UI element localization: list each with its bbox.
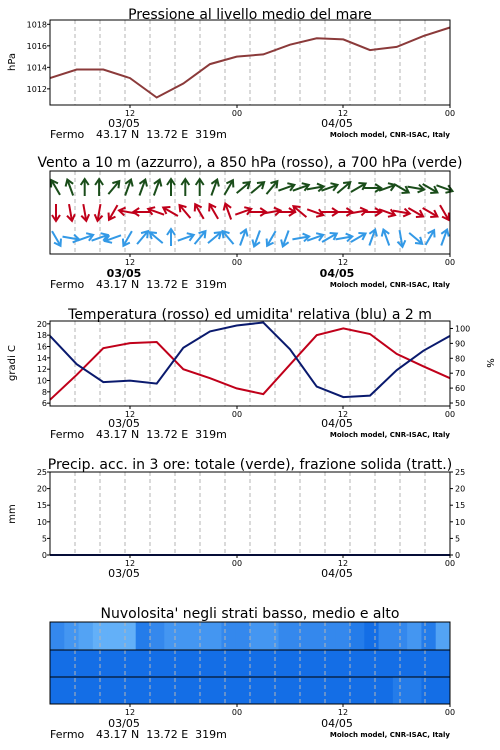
wind-10m-arrow [320, 230, 339, 245]
pressure-footer-station: Fermo [50, 128, 85, 141]
y-tick-label: 25 [455, 468, 466, 477]
wind-700-arrow [105, 179, 122, 197]
y-tick-label: 20 [36, 319, 47, 329]
x-tick-label: 12 [124, 559, 136, 568]
cloud-cell-alto [321, 622, 336, 650]
wind-10m-arrow [176, 231, 195, 244]
wind-10m-arrow [220, 229, 237, 247]
cloud-cell-basso [364, 677, 379, 704]
wind-10m-arrow [396, 229, 407, 247]
y-tick-label: 90 [455, 339, 466, 349]
wind-10m-arrow [279, 229, 292, 248]
wind-10m-arrow [236, 228, 249, 247]
wind-footer-coords: 43.17 N 13.72 E 319m [96, 278, 227, 291]
cloud-cell-alto [307, 622, 322, 650]
cloud-cell-medio [321, 650, 336, 677]
cloud-cell-basso [236, 677, 251, 704]
temperature-title: Temperatura (rosso) ed umidita' relativa (blu) a 2 m [68, 307, 432, 323]
cloud-cell-alto [221, 622, 236, 650]
wind-panel [37, 155, 462, 291]
x-tick-label: 12 [124, 109, 136, 118]
x-tick-label: 00 [231, 109, 243, 118]
wind-10m-arrow [167, 229, 175, 246]
cloud-cell-medio [136, 650, 151, 677]
cloud-cell-alto [350, 622, 365, 650]
wind-700-arrow [208, 178, 221, 197]
cloud-cell-medio [64, 650, 79, 677]
cloud-footer-coords: 43.17 N 13.72 E 319m [96, 728, 227, 741]
cloud-cell-alto [236, 622, 251, 650]
pressure-footer-coords: 43.17 N 13.72 E 319m [96, 128, 227, 141]
y-tick-label: 18 [36, 331, 47, 341]
x-tick-label: 00 [231, 708, 243, 717]
cloud-cell-medio [221, 650, 236, 677]
cloud-cell-alto [336, 622, 351, 650]
wind-850-arrow [278, 208, 295, 216]
cloud-cell-medio [436, 650, 451, 677]
wind-10m-arrow [438, 228, 451, 247]
x-date-label: 03/05 [106, 267, 142, 280]
cloud-cell-basso [321, 677, 336, 704]
wind-850-arrow [206, 202, 221, 221]
y-tick-label: 10 [455, 517, 466, 527]
cloud-cell-medio [79, 650, 94, 677]
y-tick-label: 50 [455, 399, 466, 409]
cloud-cell-basso [121, 677, 136, 704]
x-date-label: 04/05 [321, 117, 353, 130]
cloud-cell-alto [64, 622, 79, 650]
x-tick-label: 12 [337, 559, 349, 568]
cloud-cell-basso [207, 677, 222, 704]
wind-850-arrow [364, 208, 381, 216]
y-tick-label: 25 [36, 468, 47, 477]
cloud-cell-medio [150, 650, 165, 677]
x-tick-label: 12 [337, 708, 349, 717]
y-tick-label: 70 [455, 369, 466, 379]
wind-700-arrow [196, 179, 204, 196]
wind-850-arrow [94, 203, 105, 221]
x-tick-label: 12 [337, 258, 349, 267]
cloud-cell-medio [379, 650, 394, 677]
cloud-cell-medio [279, 650, 294, 677]
precip-ylabel: mm [7, 504, 18, 524]
cloud-cell-medio [107, 650, 122, 677]
cloud-cell-alto [436, 622, 451, 650]
cloud-cell-medio [207, 650, 222, 677]
x-tick-label: 12 [337, 410, 349, 419]
cloud-cell-alto [279, 622, 294, 650]
wind-850-arrow [79, 203, 90, 221]
cloud-panel [50, 606, 455, 741]
pressure-footer-credit: Moloch model, CNR-ISAC, Italy [329, 131, 450, 139]
cloud-cell-alto [421, 622, 436, 650]
wind-10m-arrow [380, 228, 393, 247]
cloud-cell-medio [307, 650, 322, 677]
cloud-cell-basso [250, 677, 265, 704]
cloud-cell-medio [121, 650, 136, 677]
x-tick-label: 12 [124, 410, 136, 419]
cloud-cell-alto [50, 622, 65, 650]
wind-10m-arrow [49, 229, 64, 248]
pressure-ylabel: hPa [7, 52, 18, 72]
cloud-cell-alto [150, 622, 165, 650]
cloud-cell-alto [121, 622, 136, 650]
precip-panel [7, 457, 465, 580]
cloud-cell-alto [107, 622, 122, 650]
cloud-cell-basso [50, 677, 65, 704]
wind-850-arrow [222, 202, 235, 221]
pressure-title: Pressione al livello medio del mare [128, 7, 372, 23]
cloud-cell-basso [150, 677, 165, 704]
cloud-cell-alto [79, 622, 94, 650]
wind-10m-arrow [250, 229, 263, 248]
cloud-cell-medio [50, 650, 65, 677]
cloud-cell-basso [64, 677, 79, 704]
precip-title: Precip. acc. in 3 ore: totale (verde), frazione solida (tratt.) [47, 457, 453, 473]
cloud-title: Nuvolosita' negli strati basso, medio e alto [100, 606, 400, 622]
cloud-cell-basso [379, 677, 394, 704]
cloud-cell-medio [164, 650, 179, 677]
x-tick-label: 00 [444, 708, 456, 717]
y-tick-label: 1018 [26, 20, 47, 30]
wind-700-arrow [95, 179, 103, 196]
y-tick-label: 1016 [26, 41, 47, 51]
x-tick-label: 00 [444, 559, 456, 568]
cloud-cell-basso [436, 677, 451, 704]
wind-700-arrow [221, 178, 236, 197]
wind-10m-arrow [366, 228, 379, 247]
wind-850-arrow [176, 203, 193, 221]
wind-700-arrow [392, 181, 411, 196]
wind-700-arrow [81, 179, 89, 196]
cloud-cell-medio [421, 650, 436, 677]
cloud-cell-alto [264, 622, 279, 650]
wind-700-arrow [277, 181, 296, 194]
y-tick-label: 1014 [26, 63, 47, 73]
wind-title: Vento a 10 m (azzurro), a 850 hPa (rosso), a 700 hPa (verde) [37, 155, 463, 171]
x-tick-label: 00 [231, 410, 243, 419]
cloud-footer-credit: Moloch model, CNR-ISAC, Italy [329, 731, 450, 739]
y-tick-label: 0 [455, 551, 461, 560]
temperature-footer-credit: Moloch model, CNR-ISAC, Italy [329, 431, 450, 439]
cloud-cell-basso [179, 677, 194, 704]
y-tick-label: 5 [41, 534, 47, 544]
cloud-cell-medio [250, 650, 265, 677]
y-tick-label: 80 [455, 354, 466, 364]
x-tick-label: 00 [231, 559, 243, 568]
wind-700-arrow [136, 178, 149, 197]
cloud-cell-basso [164, 677, 179, 704]
cloud-cell-alto [207, 622, 222, 650]
wind-700-arrow [249, 179, 267, 196]
cloud-cell-basso [350, 677, 365, 704]
cloud-footer-station: Fermo [50, 728, 85, 741]
y-tick-label: 15 [36, 501, 47, 511]
y-tick-label: 8 [41, 387, 47, 397]
x-date-label: 03/05 [108, 717, 140, 730]
pressure-panel [7, 7, 455, 141]
y-tick-label: 60 [455, 384, 466, 394]
wind-850-arrow [192, 202, 207, 221]
cloud-cell-medio [407, 650, 422, 677]
wind-10m-arrow [205, 229, 223, 246]
cloud-cell-medio [364, 650, 379, 677]
x-date-label: 03/05 [108, 117, 140, 130]
x-date-label: 04/05 [321, 567, 353, 580]
cloud-cell-basso [421, 677, 436, 704]
wind-700-arrow [263, 179, 280, 197]
temperature-footer-coords: 43.17 N 13.72 E 319m [96, 428, 227, 441]
wind-850-arrow [65, 203, 76, 221]
wind-700-arrow [364, 184, 381, 192]
wind-850-arrow [421, 205, 440, 220]
cloud-cell-alto [136, 622, 151, 650]
cloud-cell-basso [336, 677, 351, 704]
x-tick-label: 12 [124, 258, 136, 267]
wind-700-arrow [167, 179, 175, 196]
wind-850-arrow [161, 204, 180, 219]
cloud-cell-basso [307, 677, 322, 704]
cloud-cell-medio [264, 650, 279, 677]
wind-10m-arrow [62, 233, 80, 244]
wind-700-arrow [181, 179, 189, 196]
y-tick-label: 100 [455, 324, 471, 334]
temperature-panel [7, 307, 495, 441]
x-tick-label: 00 [444, 109, 456, 118]
x-date-label: 03/05 [108, 567, 140, 580]
y-tick-label: 0 [41, 551, 47, 560]
cloud-cell-basso [107, 677, 122, 704]
wind-700-arrow [121, 178, 134, 197]
wind-footer-credit: Moloch model, CNR-ISAC, Italy [329, 281, 450, 289]
cloud-cell-medio [336, 650, 351, 677]
x-date-label: 04/05 [319, 267, 355, 280]
temperature-ylabel: gradi C [7, 345, 18, 381]
cloud-cell-alto [164, 622, 179, 650]
y-tick-label: 20 [455, 484, 466, 494]
x-tick-label: 00 [231, 258, 243, 267]
wind-10m-arrow [104, 232, 123, 245]
x-date-label: 04/05 [321, 717, 353, 730]
x-tick-label: 12 [337, 109, 349, 118]
x-date-label: 04/05 [321, 417, 353, 430]
y-tick-label: 5 [455, 534, 461, 544]
wind-10m-arrow [407, 230, 425, 247]
cloud-cell-alto [179, 622, 194, 650]
wind-10m-arrow [292, 232, 310, 243]
cloud-cell-basso [79, 677, 94, 704]
cloud-cell-medio [236, 650, 251, 677]
y-tick-label: 20 [36, 484, 47, 494]
y-tick-label: 6 [41, 399, 47, 409]
cloud-cell-basso [407, 677, 422, 704]
cloud-cell-basso [279, 677, 294, 704]
humidity-ylabel: % [484, 358, 495, 368]
temperature-footer-station: Fermo [50, 428, 85, 441]
x-tick-label: 00 [444, 410, 456, 419]
y-tick-label: 10 [36, 517, 47, 527]
x-tick-label: 00 [444, 258, 456, 267]
y-tick-label: 15 [455, 501, 466, 511]
x-date-label: 03/05 [108, 417, 140, 430]
cloud-cell-medio [179, 650, 194, 677]
wind-10m-arrow [264, 229, 279, 248]
cloud-cell-basso [136, 677, 151, 704]
wind-850-arrow [106, 203, 121, 222]
y-tick-label: 14 [36, 353, 47, 363]
cloud-cell-basso [221, 677, 236, 704]
wind-700-arrow [150, 178, 163, 197]
y-tick-label: 1012 [26, 84, 47, 94]
wind-850-arrow [52, 204, 60, 221]
wind-850-arrow [335, 208, 352, 216]
cloud-cell-alto [364, 622, 379, 650]
y-tick-label: 10 [36, 376, 47, 386]
y-tick-label: 16 [36, 342, 47, 352]
wind-700-arrow [291, 181, 310, 194]
wind-10m-arrow [422, 228, 437, 247]
cloud-cell-alto [250, 622, 265, 650]
cloud-cell-basso [264, 677, 279, 704]
cloud-cell-alto [379, 622, 394, 650]
cloud-cell-alto [407, 622, 422, 650]
wind-footer-station: Fermo [50, 278, 85, 291]
cloud-cell-medio [350, 650, 365, 677]
x-tick-label: 12 [124, 708, 136, 717]
wind-10m-arrow [120, 229, 135, 248]
y-tick-label: 12 [36, 365, 47, 375]
